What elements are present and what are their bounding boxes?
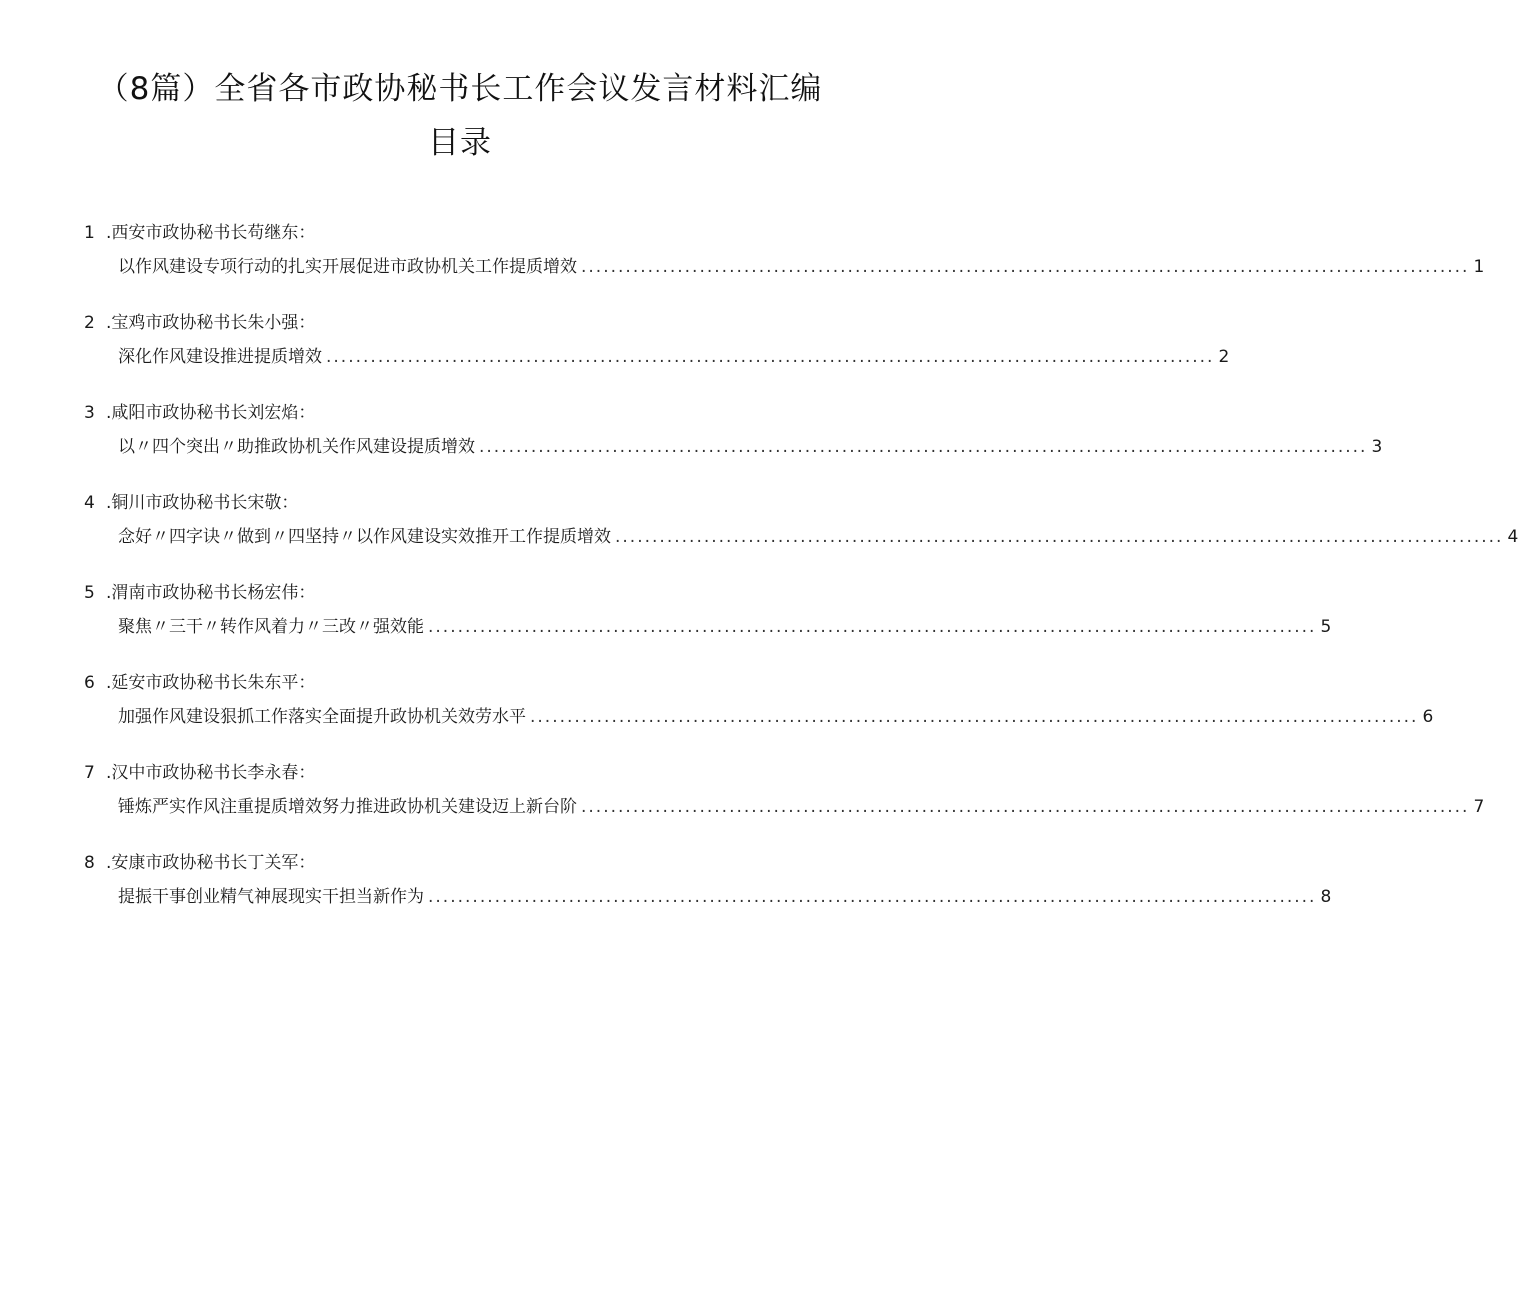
toc-dot-leader: ........................................................................................................................ [530,707,1419,727]
table-of-contents [84,216,1518,936]
toc-dot-leader: ........................................................................................................................ [479,437,1368,457]
toc-entry-heading [84,666,824,700]
toc-entry-title: 锤炼严实作风注重提质增效努力推进政协机关建设迈上新台阶 [118,797,577,817]
toc-entry-speaker: .汉中市政协秘书长李永春： [106,763,316,783]
toc-entry-title: 念好〃四字诀〃做到〃四坚持〃以作风建设实效推开工作提质增效 [118,527,611,547]
toc-entry [84,576,1332,666]
toc-dot-leader: ........................................................................................................................ [428,617,1317,637]
toc-entry-number: 8 [84,853,95,873]
toc-entry-speaker: .西安市政协秘书长苟继东： [106,223,316,243]
toc-entry [84,216,1485,306]
document-title [0,62,920,170]
toc-entry-title: 以〃四个突出〃助推政协机关作风建设提质增效 [118,437,475,457]
toc-dot-leader: ........................................................................................................................ [581,797,1470,817]
toc-entry-page-number: 1 [1473,257,1485,277]
toc-entry-line[interactable] [118,790,1485,846]
toc-entry-title: 以作风建设专项行动的扎实开展促进市政协机关工作提质增效 [118,257,577,277]
toc-entry-line[interactable] [118,250,1485,306]
toc-entry-number: 4 [84,493,95,513]
toc-entry-number: 6 [84,673,95,693]
toc-entry-speaker: .宝鸡市政协秘书长朱小强： [106,313,316,333]
toc-entry-speaker: .安康市政协秘书长丁关军： [106,853,316,873]
toc-entry-number: 1 [84,223,95,243]
toc-entry-line[interactable] [118,520,1518,576]
toc-entry-line[interactable] [118,700,1434,756]
toc-dot-leader: ........................................................................................................................ [326,347,1215,367]
toc-entry-title: 深化作风建设推进提质增效 [118,347,322,367]
toc-entry-line[interactable] [118,880,1332,936]
toc-entry-page-number: 8 [1320,887,1332,907]
toc-entry [84,756,1485,846]
title-line-main: （8篇）全省各市政协秘书长工作会议发言材料汇编 [97,71,823,107]
toc-entry-heading [84,396,824,430]
toc-entry-line[interactable] [118,430,1383,486]
toc-entry-line[interactable] [118,610,1332,666]
title-line-contents: 目录 [428,125,492,161]
toc-entry-title: 提振干事创业精气神展现实干担当新作为 [118,887,424,907]
toc-entry-page-number: 2 [1218,347,1230,367]
toc-entry-number: 7 [84,763,95,783]
toc-entry-page-number: 5 [1320,617,1332,637]
toc-entry-page-number: 6 [1422,707,1434,727]
toc-entry-heading [84,846,824,880]
toc-entry-line[interactable] [118,340,1230,396]
toc-dot-leader: ........................................................................................................................ [581,257,1470,277]
toc-dot-leader: ........................................................................................................................ [428,887,1317,907]
toc-entry-heading [84,216,824,250]
toc-entry [84,396,1383,486]
toc-entry-page-number: 7 [1473,797,1485,817]
toc-entry-title: 加强作风建设狠抓工作落实全面提升政协机关效劳水平 [118,707,526,727]
toc-dot-leader: ........................................................................................................................ [615,527,1504,547]
toc-entry [84,486,1518,576]
toc-entry-heading [84,756,824,790]
toc-entry-page-number: 4 [1507,527,1518,547]
toc-entry-speaker: .咸阳市政协秘书长刘宏焰： [106,403,316,423]
toc-entry-page-number: 3 [1371,437,1383,457]
toc-entry-number: 3 [84,403,95,423]
toc-entry-number: 5 [84,583,95,603]
toc-entry [84,846,1332,936]
toc-entry-heading [84,576,824,610]
toc-entry-speaker: .铜川市政协秘书长宋敬： [106,493,299,513]
toc-entry [84,306,1230,396]
toc-entry-title: 聚焦〃三干〃转作风着力〃三改〃强效能 [118,617,424,637]
toc-entry-speaker: .延安市政协秘书长朱东平： [106,673,316,693]
toc-entry-speaker: .渭南市政协秘书长杨宏伟： [106,583,316,603]
toc-entry-heading [84,486,824,520]
toc-entry-heading [84,306,824,340]
toc-entry-number: 2 [84,313,95,333]
toc-entry [84,666,1434,756]
